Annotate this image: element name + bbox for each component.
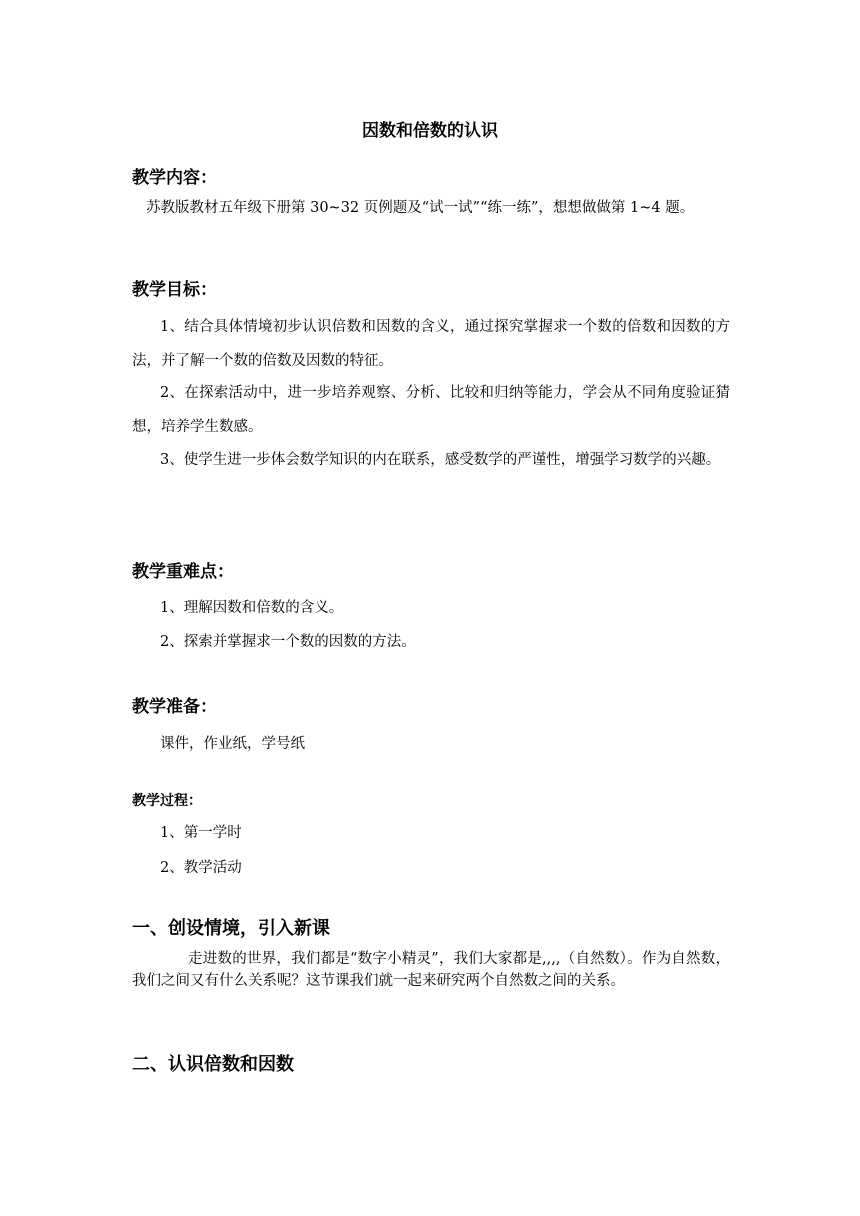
- goal-item-2: 2、在探索活动中，进一步培养观察、分析、比较和归纳等能力，学会从不同角度验证猜想，培养学生数感。: [132, 385, 730, 435]
- goal-item-1: 1、结合具体情境初步认识倍数和因数的含义，通过探究掌握求一个数的倍数和因数的方法，并了解一个数的倍数及因数的特征。: [132, 319, 730, 369]
- content-heading: 教学内容：: [132, 168, 217, 188]
- part2-heading: 二、认识倍数和因数: [132, 1054, 294, 1075]
- goals-heading: 教学目标：: [132, 280, 217, 300]
- document-title: 因数和倍数的认识: [362, 121, 498, 141]
- key-points-heading: 教学重难点：: [132, 562, 234, 582]
- part1-text: 走进数的世界，我们都是“数字小精灵”，我们大家都是,,,,（自然数）。作为自然数，我们之间又有什么关系呢？这节课我们就一起来研究两个自然数之间的关系。: [132, 951, 730, 989]
- content-text: 苏教版教材五年级下册第 30~32 页例题及“试一试”“练一练”，想想做做第 1~4 题。: [146, 200, 695, 216]
- part1-heading: 一、创设情境，引入新课: [132, 918, 330, 939]
- process-item-2: 2、教学活动: [160, 860, 242, 876]
- process-heading: 教学过程：: [132, 793, 202, 809]
- prep-text: 课件，作业纸，学号纸: [160, 736, 305, 752]
- key-point-item-1: 1、理解因数和倍数的含义。: [160, 600, 344, 616]
- goal-item-3: 3、使学生进一步体会数学知识的内在联系，感受数学的严谨性，增强学习数学的兴趣。: [160, 452, 721, 468]
- key-point-item-2: 2、探索并掌握求一个数的因数的方法。: [160, 634, 416, 650]
- process-item-1: 1、第一学时: [160, 825, 242, 841]
- prep-heading: 教学准备：: [132, 697, 217, 717]
